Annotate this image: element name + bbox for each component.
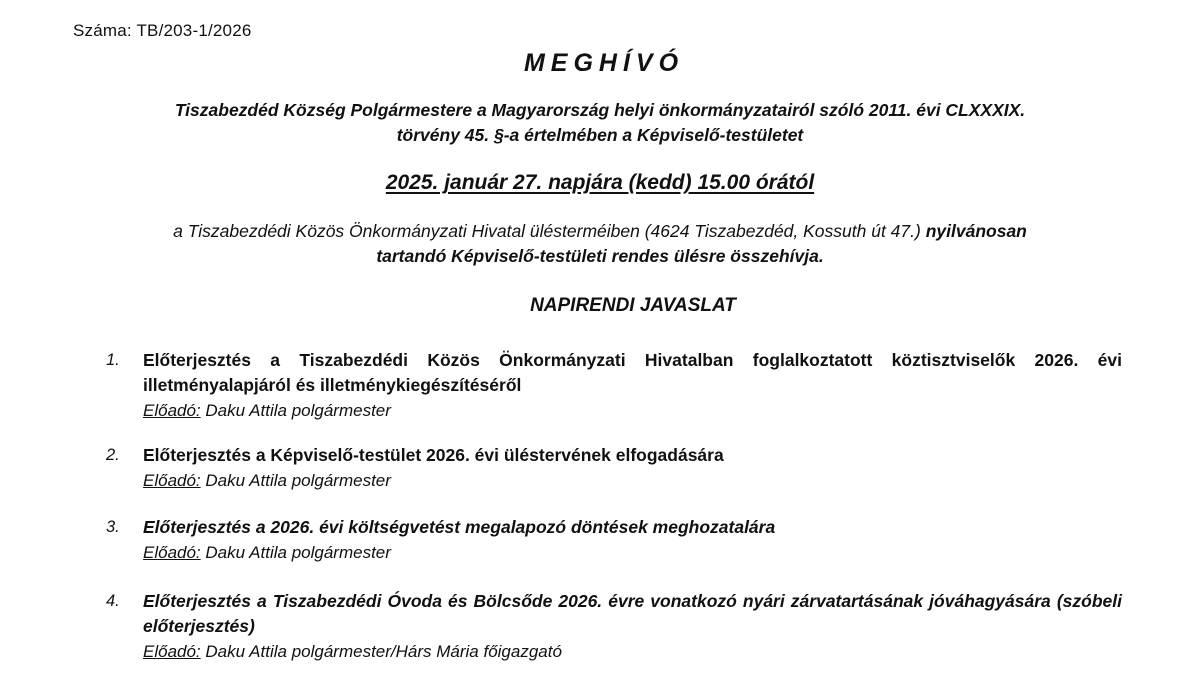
venue-paragraph (100, 219, 1100, 269)
agenda-item (106, 443, 1122, 493)
reference-number: Száma: TB/203-1/2026 (73, 21, 252, 40)
agenda-item (106, 515, 1122, 565)
intro-line-1: Tiszabezdéd Község Polgármestere a Magyarország helyi önkormányzatairól szóló 2011. évi CLXXXIX. (174, 100, 1026, 120)
agenda-item-presenter (143, 468, 1122, 493)
agenda-item-presenter (143, 540, 1122, 565)
presenter-label: Előadó: (143, 471, 201, 490)
document-title: MEGHÍVÓ (523, 49, 685, 77)
agenda-item-number: 4. (106, 592, 120, 610)
agenda-item (106, 348, 1122, 423)
presenter-name: Daku Attila polgármester/Hárs Mária főigazgató (205, 642, 562, 661)
agenda-item-number: 3. (106, 518, 120, 536)
agenda-item-text: Előterjesztés a Képviselő-testület 2026. évi üléstervének elfogadására (143, 445, 724, 465)
venue-public: nyilvánosan (925, 221, 1027, 241)
agenda-item-text: Előterjesztés a Tiszabezdédi Óvoda és Bölcsőde 2026. évre vonatkozó nyári zárvatartásának jóváhagyására (szóbeli előterjesztés) (143, 591, 1122, 636)
presenter-label: Előadó: (143, 401, 201, 420)
presenter-label: Előadó: (143, 543, 201, 562)
meeting-date: 2025. január 27. napjára (kedd) 15.00 órától (385, 171, 815, 194)
agenda-item-number: 1. (106, 351, 120, 369)
venue-line-2: tartandó Képviselő-testületi rendes ülésre összehívja. (376, 246, 824, 266)
agenda-item-presenter (143, 398, 1122, 423)
agenda-item (106, 589, 1122, 664)
venue-line-1 (100, 219, 1100, 244)
presenter-label: Előadó: (143, 642, 201, 661)
venue-location: a Tiszabezdédi Közös Önkormányzati Hivatal ülésterméiben (4624 Tiszabezdéd, Kossuth út 47.) (173, 221, 921, 241)
agenda-item-presenter (143, 639, 1122, 664)
presenter-name: Daku Attila polgármester (205, 401, 391, 420)
agenda-item-text: Előterjesztés a Tiszabezdédi Közös Önkormányzati Hivatalban foglalkoztatott köztisztviselők 2026. évi illetményalapjáról és illetménykiegészítéséről (143, 350, 1122, 395)
presenter-name: Daku Attila polgármester (205, 543, 391, 562)
agenda-item-text: Előterjesztés a 2026. évi költségvetést megalapozó döntések meghozatalára (143, 517, 776, 537)
agenda-heading: NAPIRENDI JAVASLAT (530, 295, 736, 316)
presenter-name: Daku Attila polgármester (205, 471, 391, 490)
intro-paragraph (100, 98, 1100, 148)
agenda-item-number: 2. (106, 446, 120, 464)
intro-line-2: törvény 45. §-a értelmében a Képviselő-testületet (396, 125, 804, 145)
